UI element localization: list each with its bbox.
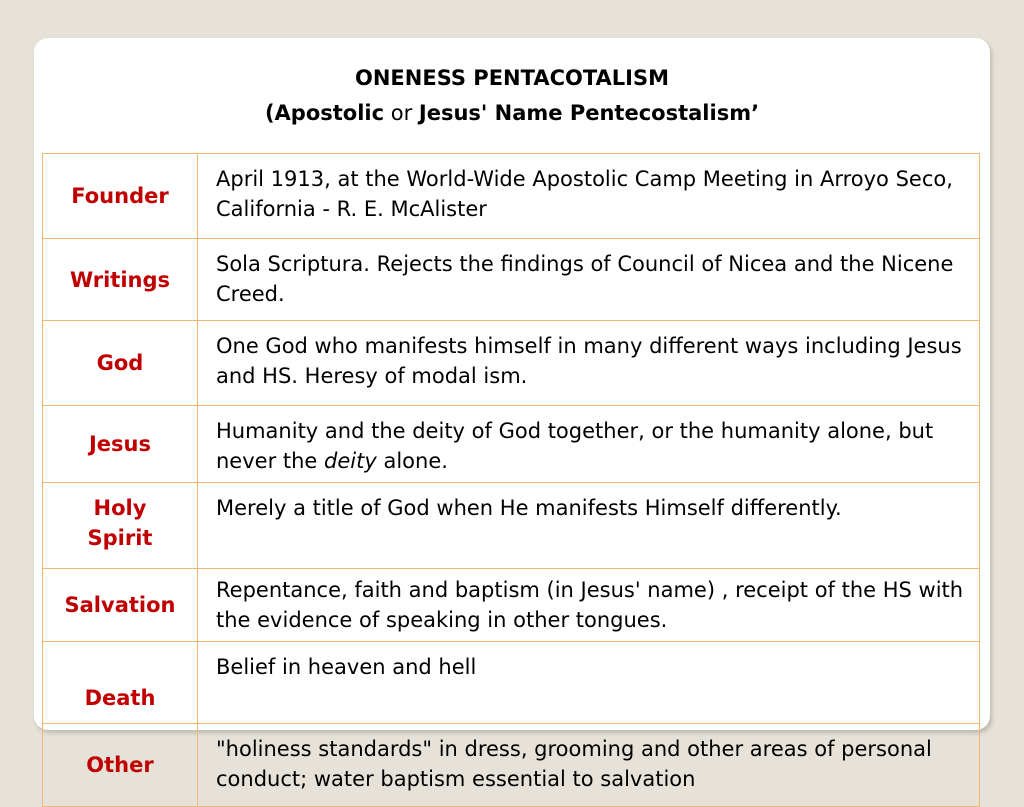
row-label-god: God — [43, 321, 198, 406]
row-text-holy-spirit: Merely a title of God when He manifests Himself differently. — [198, 483, 980, 569]
table-row-death — [43, 642, 980, 724]
subtitle-connector: or — [384, 101, 419, 125]
row-text-writings: Sola Scriptura. Rejects the findings of Council of Nicea and the Nicene Creed. — [198, 239, 980, 321]
row-label-jesus: Jesus — [43, 406, 198, 483]
row-text-jesus — [198, 406, 980, 483]
row-label-writings: Writings — [43, 239, 198, 321]
jesus-text-italic: deity — [324, 449, 377, 473]
row-text-salvation: Repentance, faith and baptism (in Jesus' name) , receipt of the HS with the evidence of speaking in other tongues. — [198, 569, 980, 642]
row-label-other: Other — [43, 724, 198, 807]
subtitle-open-paren: ( — [264, 101, 275, 125]
jesus-text-after: alone. — [376, 449, 448, 473]
row-label-salvation: Salvation — [43, 569, 198, 642]
row-text-death: Belief in heaven and hell — [198, 642, 980, 724]
table-row-founder — [43, 154, 980, 239]
row-text-founder: April 1913, at the World-Wide Apostolic Camp Meeting in Arroyo Seco, California - R. E. McAlister — [198, 154, 980, 239]
row-label-holy-spirit: Holy Spirit — [43, 483, 198, 569]
subtitle-apostolic: Apostolic — [274, 101, 385, 125]
table-row-holy-spirit — [43, 483, 980, 569]
table-row-other — [43, 724, 980, 807]
page-title: ONENESS PENTACOTALISM — [355, 66, 669, 90]
row-text-god: One God who manifests himself in many different ways including Jesus and HS. Heresy of modal ism. — [198, 321, 980, 406]
row-text-other: "holiness standards" in dress, grooming and other areas of personal conduct; water baptism essential to salvation — [198, 724, 980, 807]
subtitle-jesus-name: Jesus' Name Pentecostalism’ — [418, 101, 760, 125]
table-row-jesus — [43, 406, 980, 483]
beliefs-table — [42, 153, 980, 807]
jesus-text-before: Humanity and the deity of God together, or the humanity alone, but never the — [216, 419, 934, 473]
table-row-writings — [43, 239, 980, 321]
page-subtitle — [0, 99, 1024, 127]
table-row-salvation — [43, 569, 980, 642]
table-row-god — [43, 321, 980, 406]
row-label-death: Death — [43, 642, 198, 724]
row-label-founder: Founder — [43, 154, 198, 239]
